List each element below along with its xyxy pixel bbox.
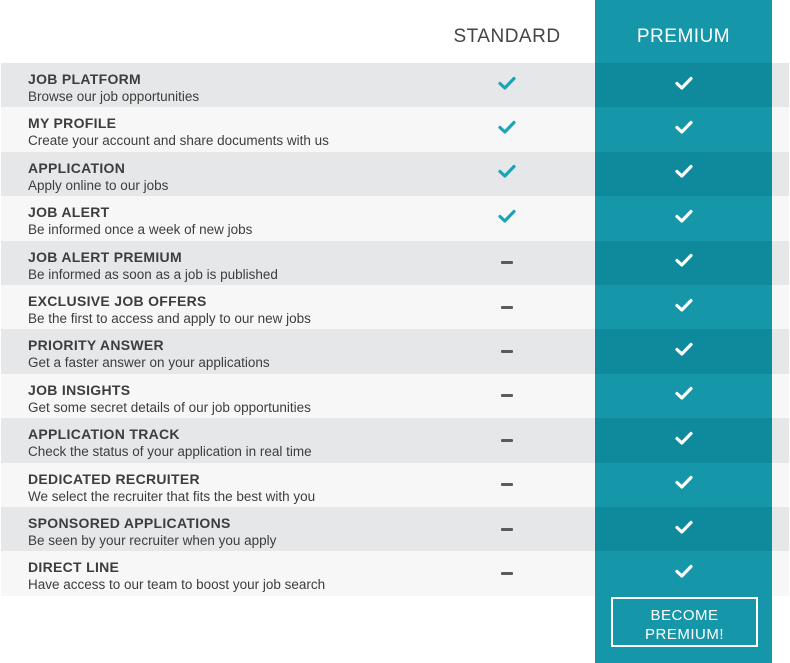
standard-plan-heading: STANDARD [453,26,561,47]
check-icon [675,298,693,317]
check-icon [498,209,516,228]
premium-availability-cell [595,63,772,107]
feature-row [1,463,789,507]
feature-info [28,293,428,327]
feature-description: Be seen by your recruiter when you apply [28,532,277,548]
feature-description: Get a faster answer on your applications [28,355,270,371]
feature-description: We select the recruiter that fits the best with you [28,488,316,504]
feature-title: EXCLUSIVE JOB OFFERS [28,292,207,309]
premium-availability-cell [595,507,772,551]
feature-title: DIRECT LINE [28,559,120,576]
feature-info [28,204,428,238]
premium-availability-cell [595,418,772,462]
feature-info [28,337,428,371]
feature-description: Be the first to access and apply to our new jobs [28,310,311,326]
dash-icon [501,439,513,442]
premium-availability-cell [595,241,772,285]
feature-title: PRIORITY ANSWER [28,337,164,354]
check-icon [675,342,693,361]
premium-availability-cell [595,285,772,329]
premium-availability-cell [595,374,772,418]
standard-availability-cell [418,152,596,196]
check-icon [675,209,693,228]
check-icon [675,475,693,494]
dash-icon [501,261,513,264]
feature-row [1,329,789,373]
standard-availability-cell [418,374,596,418]
feature-description: Have access to our team to boost your job search [28,577,326,593]
feature-title: JOB INSIGHTS [28,381,131,398]
feature-info [28,115,428,149]
feature-row [1,418,789,462]
feature-title: MY PROFILE [28,115,117,132]
feature-info [28,160,428,194]
feature-description: Check the status of your application in real time [28,444,312,460]
standard-availability-cell [418,329,596,373]
premium-availability-cell [595,551,772,595]
feature-description: Create your account and share documents with us [28,133,329,149]
become-premium-button[interactable] [611,597,758,647]
comparison-header [0,0,790,63]
premium-availability-cell [595,329,772,373]
premium-availability-cell [595,196,772,240]
standard-availability-cell [418,551,596,595]
standard-availability-cell [418,463,596,507]
feature-title: JOB ALERT [28,204,110,221]
become-premium-label-line2: PREMIUM! [645,625,724,643]
feature-row [1,551,789,595]
standard-availability-cell [418,107,596,151]
check-icon [675,120,693,139]
dash-icon [501,350,513,353]
premium-availability-cell [595,463,772,507]
feature-description: Be informed once a week of new jobs [28,222,253,238]
become-premium-label-line1: BECOME [650,606,719,624]
feature-row [1,196,789,240]
check-icon [498,164,516,183]
feature-info [28,426,428,460]
check-icon [675,253,693,272]
feature-title: SPONSORED APPLICATIONS [28,514,231,531]
dash-icon [501,572,513,575]
check-icon [675,520,693,539]
feature-row [1,374,789,418]
feature-row [1,285,789,329]
dash-icon [501,483,513,486]
feature-title: APPLICATION TRACK [28,426,180,443]
check-icon [675,76,693,95]
feature-row [1,241,789,285]
feature-description: Be informed as soon as a job is published [28,266,278,282]
feature-info [28,382,428,416]
feature-row [1,63,789,107]
feature-title: APPLICATION [28,159,126,176]
feature-comparison-table [1,63,789,596]
check-icon [498,76,516,95]
standard-availability-cell [418,63,596,107]
standard-availability-cell [418,507,596,551]
standard-availability-cell [418,418,596,462]
feature-title: DEDICATED RECRUITER [28,470,200,487]
premium-availability-cell [595,152,772,196]
feature-row [1,152,789,196]
feature-info [28,471,428,505]
feature-row [1,107,789,151]
check-icon [498,120,516,139]
feature-row [1,507,789,551]
check-icon [675,164,693,183]
dash-icon [501,528,513,531]
feature-info [28,249,428,283]
feature-info [28,71,428,105]
check-icon [675,431,693,450]
premium-plan-heading: PREMIUM [636,26,731,47]
premium-availability-cell [595,107,772,151]
check-icon [675,564,693,583]
feature-description: Get some secret details of our job opportunities [28,399,311,415]
feature-title: JOB PLATFORM [28,71,142,87]
standard-availability-cell [418,196,596,240]
dash-icon [501,394,513,397]
feature-description: Apply online to our jobs [28,177,169,193]
standard-availability-cell [418,241,596,285]
check-icon [675,386,693,405]
feature-info [28,515,428,549]
standard-availability-cell [418,285,596,329]
feature-title: JOB ALERT PREMIUM [28,248,182,265]
feature-info [28,559,428,593]
feature-description: Browse our job opportunities [28,89,200,104]
dash-icon [501,306,513,309]
